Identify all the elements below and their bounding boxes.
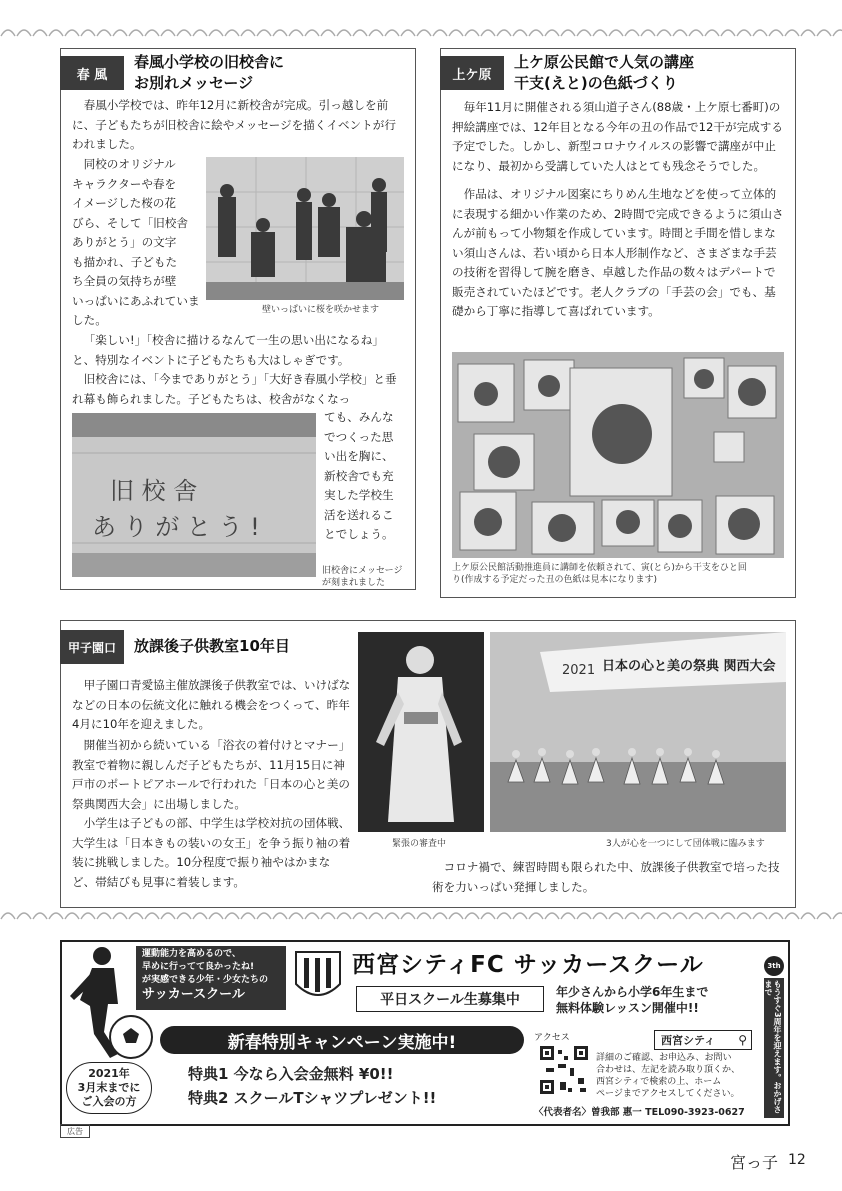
anniversary-badge: 3th bbox=[764, 956, 784, 976]
club-crest-icon bbox=[292, 948, 344, 1008]
perk-text: スクールTシャツプレゼント!! bbox=[233, 1089, 437, 1107]
deadline-line: ご入会の方 bbox=[81, 1095, 137, 1108]
photo-kids-painting bbox=[206, 157, 404, 300]
lead-line: が実感できる少年・少女たちの bbox=[142, 975, 269, 985]
text-line: ても、みんな bbox=[324, 410, 394, 424]
deadline-line: 2021年 bbox=[88, 1067, 130, 1080]
paragraph: 作品は、オリジナル図案にちりめん生地などを使って立体的に表現する細かい作業のため、2時間で完成できるように須山さんが前もって小物類を作成しています。時間と手間を惜しまない須山さんは、若い頃から日本人形制作など、さまざまな手芸の技術を習得して腕を磨き、卓越した作品の数々はデパートで販売されていたほどです。老人クラブの「手芸の会」でも、基礎から丁寧に指導して喜ばれています。 bbox=[452, 187, 784, 318]
text-line: 同校のオリジナル bbox=[83, 157, 176, 171]
caption-line: が刻まれました bbox=[322, 578, 386, 588]
photo-illustration bbox=[452, 352, 784, 558]
paragraph bbox=[72, 155, 202, 331]
text-line: ありがとう」の文字 bbox=[72, 235, 177, 249]
text-line: いっぱいにあふれていました。 bbox=[72, 293, 200, 327]
perk-1 bbox=[188, 1062, 508, 1086]
title-line: お別れメッセージ bbox=[134, 74, 254, 92]
info-line: 合わせは、左記を読み取り頂くか、 bbox=[596, 1065, 741, 1075]
photo-kimono-girl bbox=[358, 632, 484, 832]
top-scallop-border bbox=[0, 22, 842, 38]
article-title: 放課後子供教室10年目 bbox=[134, 637, 290, 655]
ad-lead bbox=[136, 946, 286, 1010]
photo-illustration bbox=[72, 413, 316, 577]
text-line: も描かれ、子どもた bbox=[72, 254, 178, 269]
text-line: ち全員の気持ちが壁 bbox=[72, 274, 177, 288]
search-term: 西宮シティ bbox=[661, 1034, 716, 1047]
photo-illustration bbox=[206, 157, 404, 300]
area-tag: 甲子園口 bbox=[60, 630, 124, 664]
lead-school: サッカースクール bbox=[142, 987, 245, 1002]
soccer-ball-icon bbox=[108, 1014, 154, 1060]
weekday-recruit: 平日スクール生募集中 bbox=[356, 986, 544, 1012]
caption-line: 上ケ原公民館活動推進員に講師を依頼されて、寅(とら)から干支をひと回 bbox=[452, 563, 747, 573]
title-line: 春風小学校の旧校舎に bbox=[134, 53, 285, 71]
middle-scallop-border bbox=[0, 905, 842, 921]
photo-caption: 緊張の審査中 bbox=[392, 839, 447, 849]
perk-label: 特典1 bbox=[188, 1065, 229, 1083]
text-line: でつくった思 bbox=[324, 429, 394, 444]
title-line: 干支(えと)の色紙づくり bbox=[514, 74, 678, 92]
caption-line: り(作成する予定だった丑の色紙は見本になります) bbox=[452, 575, 658, 585]
contact-info bbox=[596, 1052, 766, 1100]
article-title bbox=[134, 52, 404, 94]
article-title bbox=[514, 52, 784, 94]
paragraph: 甲子園口青愛協主催放課後子供教室では、いけばななどの日本の伝統文化に触れる機会をつくって、昨年4月に10年を迎えました。 bbox=[72, 678, 351, 731]
search-icon: ⚲ bbox=[738, 1033, 747, 1047]
wall-text: あ り が と う ! bbox=[92, 513, 260, 541]
info-line: 西宮シティで検索の上、ホーム bbox=[596, 1077, 722, 1087]
wall-text: 旧 校 舎 bbox=[110, 477, 198, 505]
photo-caption bbox=[322, 565, 402, 589]
perk-2 bbox=[188, 1086, 508, 1110]
info-line: 詳細のご確認、お申込み、お問い bbox=[596, 1053, 732, 1063]
photo-stage-team bbox=[490, 632, 786, 832]
text-line: とでしょう。 bbox=[324, 527, 394, 541]
page-number: 12 bbox=[788, 1152, 806, 1168]
text-line: 新校舎でも充 bbox=[324, 468, 394, 483]
photo-illustration bbox=[490, 632, 786, 832]
paragraph: 小学生は子どもの部、中学生は学校対抗の団体戦、大学生は「日本きもの装いの女王」を争う振り袖の着装に挑戦しました。10分程度で振り袖やはかまなど、帯結びも見事に着装します。 bbox=[72, 816, 351, 889]
perk-text: 今なら入会金無料 ¥0!! bbox=[233, 1065, 394, 1083]
magazine-logo: 宮っ子 bbox=[730, 1153, 779, 1172]
perk-label: 特典2 bbox=[188, 1089, 229, 1107]
text-line: い出を胸に、 bbox=[324, 449, 394, 463]
campaign-banner: 新春特別キャンペーン実施中! bbox=[160, 1026, 524, 1054]
paragraph: 春風小学校では、昨年12月に新校舎が完成。引っ越しを前に、子どもたちが旧校舎に絵やメッセージを描くイベントが行われました。 bbox=[72, 98, 396, 151]
trial-info bbox=[556, 984, 756, 1016]
title-line: 上ケ原公民館で人気の講座 bbox=[514, 53, 695, 71]
paragraph: 旧校舎には、「今までありがとう」「大好き春風小学校」と垂れ幕も飾られました。子どもたちは、校舎がなくなっ bbox=[72, 372, 397, 406]
photo-caption bbox=[452, 562, 788, 586]
paragraph: 開催当初から続いている「浴衣の着付けとマナー」教室で着物に親しんだ子どもたちが、11月15日に神戸市のポートピアホールで行われた「日本の心と美の祭典関西大会」に出場しました。 bbox=[72, 738, 351, 811]
info-line: ページまでアクセスしてください。 bbox=[596, 1089, 740, 1099]
paragraph: 毎年11月に開催される須山道子さん(88歳・上ケ原七番町)の押絵講座では、12年目となる今年の丑の作品で12干が完成する予定でした。しかし、新型コロナウイルスの影響で講座が中止になり、最初から受講していた人はとても残念そうでした。 bbox=[452, 100, 783, 173]
paragraph: 「楽しい!」「校舎に描けるなんて一生の思い出になるね」と、特別なイベントに子どもたちも大はしゃぎです。 bbox=[72, 333, 384, 367]
trial-line: 無料体験レッスン開催中!! bbox=[556, 1001, 699, 1015]
text-line: イメージした桜の花 bbox=[72, 196, 176, 210]
photo-caption: 壁いっぱいに桜を咲かせます bbox=[262, 305, 380, 315]
anniversary-note: もうすぐ3周年を迎えます。おかげさまで bbox=[764, 978, 784, 1118]
trial-line: 年少さんから小学6年生まで bbox=[556, 985, 709, 999]
area-tag: 春 風 bbox=[60, 56, 124, 90]
paragraph bbox=[324, 408, 410, 545]
brand-title: 西宮シティFC サッカースクール bbox=[352, 952, 704, 978]
banner-title: 日本の心と美の祭典 関西大会 bbox=[602, 659, 776, 674]
search-box[interactable] bbox=[654, 1030, 752, 1050]
photo-zodiac-artworks bbox=[452, 352, 784, 558]
photo-old-school-wall bbox=[72, 413, 316, 577]
qr-code-icon[interactable] bbox=[538, 1044, 590, 1096]
ad-label: 広告 bbox=[60, 1124, 90, 1138]
deadline-badge bbox=[66, 1062, 152, 1114]
representative: 〈代表者名〉曽我部 惠一 TEL090-3923-0627 bbox=[534, 1107, 745, 1118]
deadline-line: 3月末までに bbox=[77, 1081, 141, 1094]
lead-line: 運動能力を高めるので、 bbox=[142, 949, 241, 959]
text-line: びら、そして「旧校舎 bbox=[72, 215, 188, 230]
access-label: アクセス bbox=[534, 1033, 570, 1043]
text-line: 活を送れるこ bbox=[324, 507, 394, 522]
paragraph: コロナ禍で、練習時間も限られた中、放課後子供教室で培った技術を力いっぱい発揮しました。 bbox=[432, 860, 780, 894]
text-line: キャラクターや春を bbox=[72, 176, 177, 191]
banner-year: 2021 bbox=[562, 663, 596, 678]
lead-line: 早めに行ってて良かったね! bbox=[142, 962, 255, 972]
caption-line: 旧校舎にメッセージ bbox=[322, 566, 403, 576]
photo-caption: 3人が心を一つにして団体戦に臨みます bbox=[606, 839, 765, 849]
text-line: 実した学校生 bbox=[324, 488, 394, 502]
perks bbox=[188, 1062, 508, 1110]
photo-illustration bbox=[358, 632, 484, 832]
area-tag: 上ケ原 bbox=[440, 56, 504, 90]
